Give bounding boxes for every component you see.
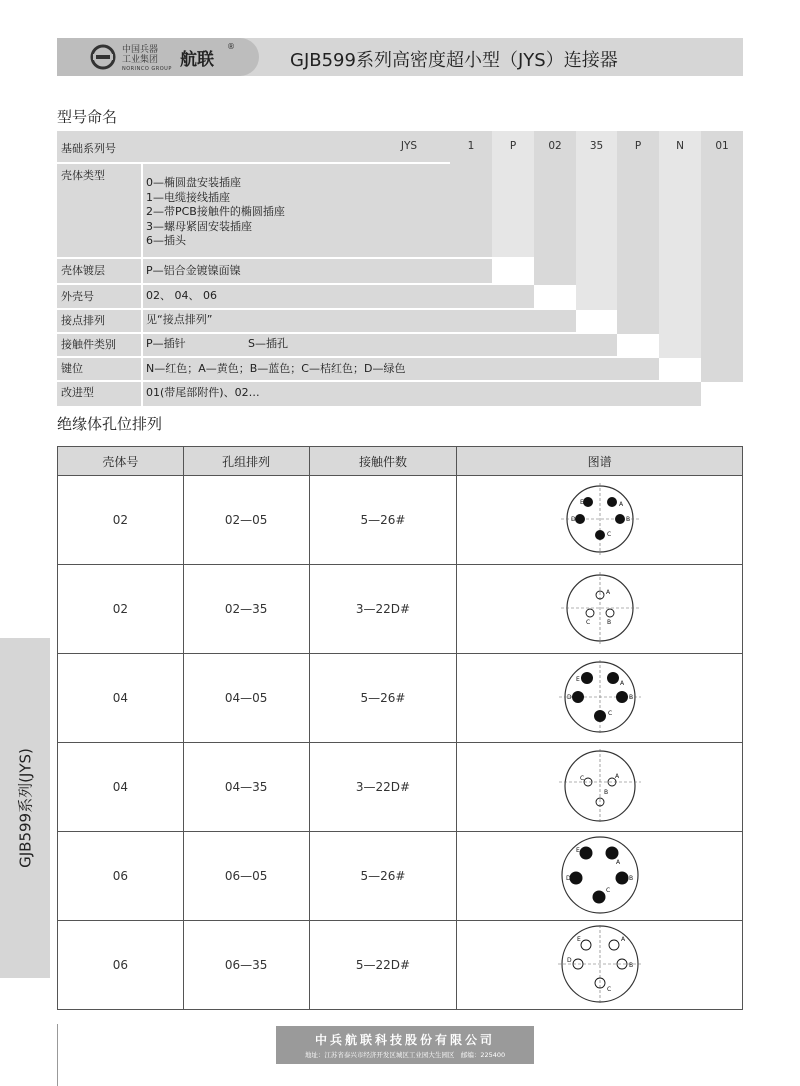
pin-d <box>575 514 585 524</box>
desc-line: 2—带PCB接触件的椭圆插座 <box>146 205 285 218</box>
pin-label-e: E <box>575 675 580 683</box>
pin-diagram-04-35 <box>555 746 645 826</box>
code-key: N <box>676 140 684 152</box>
pin-label-a: A <box>615 858 620 866</box>
pin-label-d: D <box>566 956 572 964</box>
cell-arrangement: 02—35 <box>183 565 309 654</box>
company-logo-icon <box>88 43 118 71</box>
sep-6 <box>57 356 659 358</box>
pin-label-d: D <box>566 693 572 701</box>
desc-shell-type <box>146 176 285 249</box>
cell-diagram <box>457 743 743 832</box>
table-header-row <box>58 447 743 476</box>
desc-socket: S—插孔 <box>248 337 288 350</box>
cell-arrangement: 06—35 <box>183 921 309 1010</box>
table-row <box>58 476 743 565</box>
cell-diagram <box>457 921 743 1010</box>
desc-shell-size: 02、 04、 06 <box>146 289 217 302</box>
cell-arrangement: 06—05 <box>183 832 309 921</box>
desc-pin: P—插针 <box>146 337 186 350</box>
label-shell-size: 外壳号 <box>61 290 94 303</box>
logo-brand: 航联 <box>180 50 214 70</box>
pin-label-d: D <box>565 874 571 882</box>
logo-line2: 工业集团 <box>122 55 159 65</box>
code-col-4 <box>617 131 659 334</box>
footer-address: 地址：江苏省泰兴市经济开发区城区工业园大生园区 邮编：225400 <box>304 1051 506 1059</box>
pin-label-c: C <box>585 618 590 626</box>
footer-company: 中兵航联科技股份有限公司 <box>314 1033 495 1047</box>
desc-line: 3—螺母紧固安装插座 <box>146 219 252 233</box>
desc-line: 0—椭圆盘安装插座 <box>146 176 241 189</box>
pin-b <box>615 871 628 884</box>
pin-label-b: B <box>625 515 630 523</box>
cell-contacts: 5—26# <box>309 476 457 565</box>
cell-contacts: 5—22D# <box>309 921 457 1010</box>
pin-diagram-06-05 <box>555 834 645 916</box>
socket-b <box>606 609 614 617</box>
pin-a <box>605 846 618 859</box>
pin-diagram-02-05 <box>555 479 645 559</box>
sep-2 <box>57 257 492 259</box>
pin-d <box>572 691 584 703</box>
cell-diagram <box>457 832 743 921</box>
cell-shell: 02 <box>58 476 184 565</box>
pin-label-b: B <box>628 961 633 969</box>
pin-label-a: A <box>614 772 619 780</box>
socket-c <box>586 609 594 617</box>
pin-c <box>592 890 605 903</box>
table-row <box>58 565 743 654</box>
table-row <box>58 654 743 743</box>
naming-section-title: 型号命名 <box>57 108 118 126</box>
label-series: 基础系列号 <box>61 142 116 155</box>
table-row <box>58 832 743 921</box>
cell-shell: 06 <box>58 832 184 921</box>
sep-7 <box>57 380 701 382</box>
col-contacts-header: 接触件数 <box>309 447 457 476</box>
registered-mark: ® <box>227 42 235 51</box>
pin-label-c: C <box>606 530 611 538</box>
cell-shell: 04 <box>58 743 184 832</box>
socket-e <box>581 940 591 950</box>
desc-line: 6—插头 <box>146 234 186 247</box>
label-shell-type: 壳体类型 <box>61 169 105 182</box>
pin-a <box>607 672 619 684</box>
code-col-5 <box>659 131 701 358</box>
cell-diagram <box>457 565 743 654</box>
cell-shell: 04 <box>58 654 184 743</box>
pin-layout-table <box>57 446 743 1010</box>
pin-label-c: C <box>605 886 610 894</box>
cell-contacts: 5—26# <box>309 832 457 921</box>
sep-4 <box>57 308 576 310</box>
col-diagram-header: 图谱 <box>457 447 743 476</box>
cell-arrangement: 04—35 <box>183 743 309 832</box>
cell-shell: 02 <box>58 565 184 654</box>
logo-line1: 中国兵器 <box>122 45 159 55</box>
desc-variant: 01(带尾部附件)、02… <box>146 386 260 399</box>
pin-label-b: B <box>603 788 608 796</box>
logo-text <box>122 45 158 65</box>
pin-label-e: E <box>579 498 584 506</box>
pin-e <box>583 497 593 507</box>
pin-label-e: E <box>575 846 580 854</box>
pin-label-e: E <box>576 935 581 943</box>
pin-label-a: A <box>619 679 624 687</box>
pin-label-b: B <box>606 618 611 626</box>
pin-b <box>615 514 625 524</box>
pin-diagram-04-05 <box>555 657 645 737</box>
code-arrangement: 35 <box>589 140 604 152</box>
pin-d <box>569 871 582 884</box>
label-key: 键位 <box>61 362 83 375</box>
table-row <box>58 743 743 832</box>
pin-c <box>595 530 605 540</box>
cell-arrangement: 04—05 <box>183 654 309 743</box>
sep-3 <box>57 283 534 285</box>
pin-label-a: A <box>605 588 610 596</box>
page-title: GJB599系列高密度超小型（JYS）连接器 <box>290 50 618 71</box>
side-tab-label: GJB599系列(JYS) <box>16 748 35 868</box>
socket-a <box>609 940 619 950</box>
label-plating: 壳体镀层 <box>61 264 105 277</box>
code-col-2 <box>534 131 576 285</box>
code-col-6 <box>701 131 743 382</box>
code-variant: 01 <box>715 140 729 152</box>
pin-label-a: A <box>620 935 625 943</box>
code-shell-size: 02 <box>548 140 562 152</box>
label-variant: 改进型 <box>61 386 94 399</box>
logo-sub: NORINCO GROUP <box>122 66 172 72</box>
cell-diagram <box>457 476 743 565</box>
table-row <box>58 921 743 1010</box>
code-shell-type: 1 <box>467 140 475 152</box>
pin-e <box>581 672 593 684</box>
gap-6 <box>701 382 743 406</box>
pin-c <box>594 710 606 722</box>
desc-arrangement: 见“接点排列” <box>146 313 213 326</box>
desc-key: N—红色；A—黄色；B—蓝色；C—桔红色；D—绿色 <box>146 362 406 375</box>
footer-divider <box>57 1024 58 1086</box>
pin-e <box>579 846 592 859</box>
cell-contacts: 3—22D# <box>309 565 457 654</box>
desc-line: 1—电缆接线插座 <box>146 190 230 204</box>
desc-plating: P—铝合金镀镍面镍 <box>146 264 241 277</box>
pin-diagram-02-35 <box>555 568 645 648</box>
code-series: JYS <box>400 140 418 152</box>
cell-contacts: 5—26# <box>309 654 457 743</box>
cell-diagram <box>457 654 743 743</box>
pin-a <box>607 497 617 507</box>
cell-arrangement: 02—05 <box>183 476 309 565</box>
label-divider <box>141 164 143 406</box>
code-col-3 <box>576 131 617 310</box>
pins-section-title: 绝缘体孔位排列 <box>57 415 163 433</box>
pin-diagram-06-35 <box>555 923 645 1005</box>
pin-label-b: B <box>628 874 633 882</box>
pin-label-c: C <box>607 709 612 717</box>
pin-label-c: C <box>606 985 611 993</box>
label-arrangement: 接点排列 <box>61 314 105 327</box>
pin-label-a: A <box>618 500 623 508</box>
cell-contacts: 3—22D# <box>309 743 457 832</box>
col-arrangement-header: 孔组排列 <box>183 447 309 476</box>
cell-shell: 06 <box>58 921 184 1010</box>
col-shell-header: 壳体号 <box>58 447 184 476</box>
sep-1 <box>57 162 450 164</box>
label-contact-type: 接触件类别 <box>61 338 116 351</box>
pin-label-c: C <box>579 774 584 782</box>
code-plating: P <box>509 140 517 152</box>
pin-b <box>616 691 628 703</box>
code-contact-type: P <box>634 140 642 152</box>
pin-label-b: B <box>628 693 633 701</box>
pin-label-d: D <box>570 515 576 523</box>
